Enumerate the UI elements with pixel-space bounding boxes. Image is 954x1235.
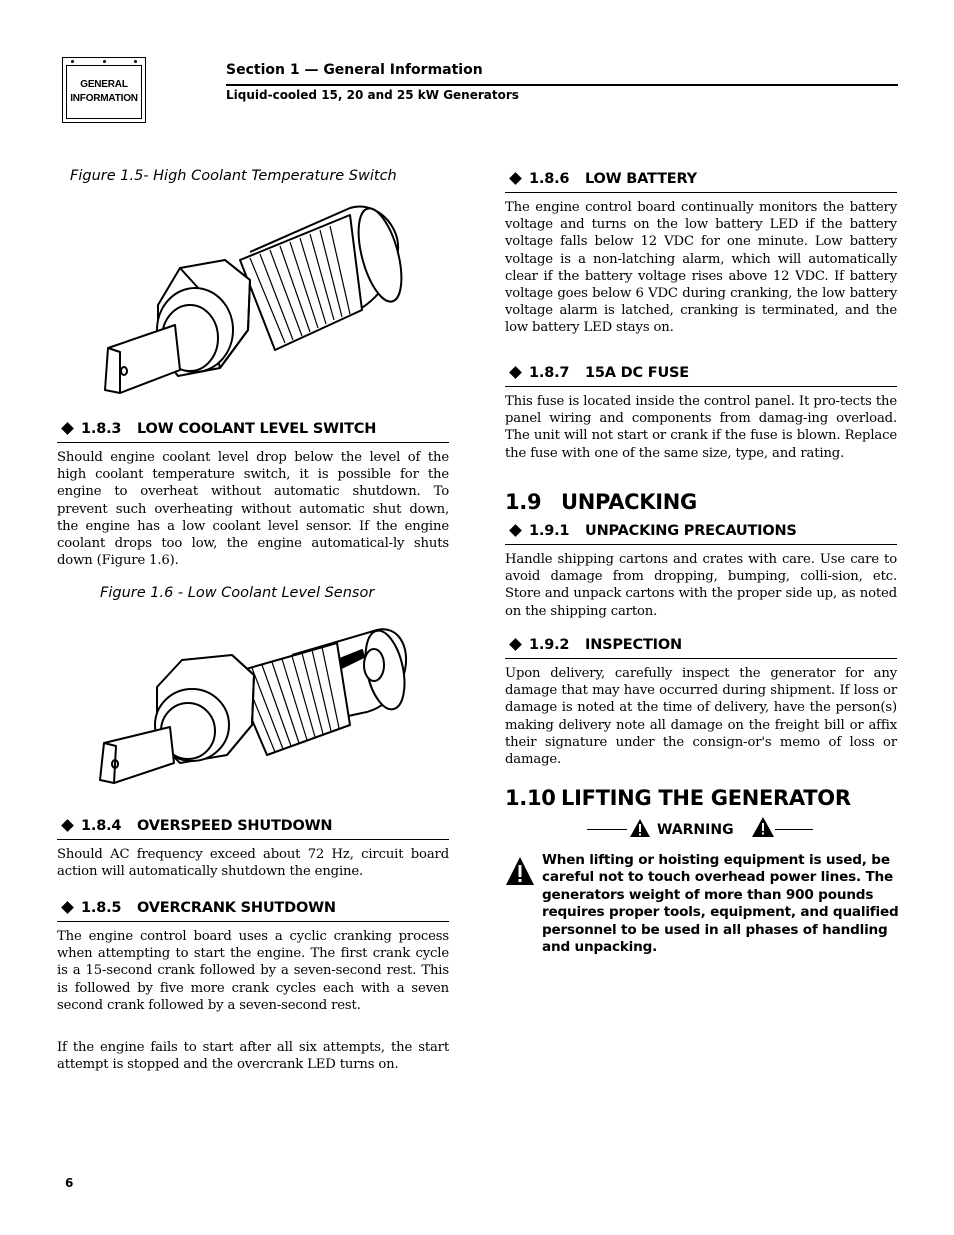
bullet-diamond-icon	[509, 638, 522, 651]
badge-rivet-icon	[103, 60, 106, 63]
header-rule	[226, 84, 898, 86]
badge-line-1: GENERAL	[80, 79, 128, 90]
section-1-8-3-heading: 1.8.3 LOW COOLANT LEVEL SWITCH	[57, 421, 449, 443]
badge-rivet-icon	[134, 60, 137, 63]
section-1-10-heading: 1.10 LIFTING THE GENERATOR	[505, 786, 851, 810]
bullet-diamond-icon	[509, 366, 522, 379]
bullet-diamond-icon	[509, 172, 522, 185]
section-1-9-2-body: Upon delivery, carefully inspect the generator for any damage that may have occurred during shipment. If loss or damage is noted at the time of delivery, have the person(s) making delivery note all damage on the freight bill or affix their signature under the consign-or's memo of loss or damage.	[505, 666, 897, 768]
bullet-diamond-icon	[509, 524, 522, 537]
section-1-8-7-heading: 1.8.7 15A DC FUSE	[505, 365, 897, 387]
section-1-8-5-body-2: If the engine fails to start after all six attempts, the start attempt is stopped and the overcrank LED turns on.	[57, 1040, 449, 1073]
section-1-8-6-heading: 1.8.6 LOW BATTERY	[505, 171, 897, 193]
section-1-8-4-body: Should AC frequency exceed about 72 Hz, circuit board action will automatically shutdown the engine.	[57, 847, 449, 880]
section-1-8-5-body-1: The engine control board uses a cyclic cranking process when attempting to start the engine. The first crank cycle is a 15-second crank followed by a seven-second rest. This is followed by five more crank cycles each with a seven second crank followed by a seven-second rest.	[57, 929, 449, 1013]
section-badge	[62, 57, 146, 123]
high-coolant-temperature-switch-figure	[100, 200, 405, 400]
section-1-9-heading: 1.9 UNPACKING	[505, 490, 697, 514]
badge-line-2: INFORMATION	[70, 93, 138, 104]
warning-triangle-icon	[751, 816, 775, 838]
section-1-8-7-body: This fuse is located inside the control panel. It pro-tects the panel wiring and components from damag-ing overload. The unit will not start or crank if the fuse is blown. Replace the fuse with one of the same size, type, and rating.	[505, 394, 897, 461]
badge-rivet-icon	[71, 60, 74, 63]
section-1-8-5-heading: 1.8.5 OVERCRANK SHUTDOWN	[57, 900, 449, 922]
section-1-9-1-heading: 1.9.1 UNPACKING PRECAUTIONS	[505, 523, 897, 545]
section-1-9-1-body: Handle shipping cartons and crates with care. Use care to avoid damage from dropping, bumping, colli-sion, etc. Store and unpack cartons with the proper side up, as noted on the shipping carton.	[505, 552, 897, 619]
page-number: 6	[65, 1176, 74, 1190]
warning-triangle-icon	[629, 818, 651, 838]
bullet-diamond-icon	[61, 422, 74, 435]
low-coolant-level-sensor-figure	[92, 625, 412, 790]
bullet-diamond-icon	[61, 819, 74, 832]
document-subtitle: Liquid-cooled 15, 20 and 25 kW Generators	[226, 88, 519, 102]
section-1-8-6-body: The engine control board continually monitors the battery voltage and turns on the low battery LED if the battery voltage falls below 12 VDC for one minute. Low battery voltage is a non-latching alarm, which will automatically clear if the battery voltage rises above 12 VDC. If battery voltage goes below 6 VDC during cranking, the low battery voltage alarm is latched, cranking is terminated, and the low battery LED stays on.	[505, 200, 897, 336]
section-title: Section 1 — General Information	[226, 62, 483, 78]
section-1-8-3-body: Should engine coolant level drop below the level of the high coolant temperature switch, it is possible for the engine to overheat without automatic shutdown. To prevent such overheating without automatic shut down, the engine has a low coolant level sensor. If the engine coolant drops too low, the engine automatical-ly shuts down (Figure 1.6).	[57, 450, 449, 569]
warning-header	[587, 816, 813, 842]
figure-1-6-caption: Figure 1.6 - Low Coolant Level Sensor	[100, 585, 375, 601]
section-1-8-4-heading: 1.8.4 OVERSPEED SHUTDOWN	[57, 818, 449, 840]
warning-triangle-icon	[505, 856, 535, 886]
bullet-diamond-icon	[61, 901, 74, 914]
warning-label: WARNING	[657, 822, 734, 838]
warning-message: When lifting or hoisting equipment is used, be careful not to touch overhead power lines. The generators weight of more than 900 pounds requires proper tools, equipment, and qualified personnel to be used in all phases of handling and unpacking.	[542, 852, 899, 956]
section-1-9-2-heading: 1.9.2 INSPECTION	[505, 637, 897, 659]
figure-1-5-caption: Figure 1.5- High Coolant Temperature Switch	[70, 168, 397, 184]
